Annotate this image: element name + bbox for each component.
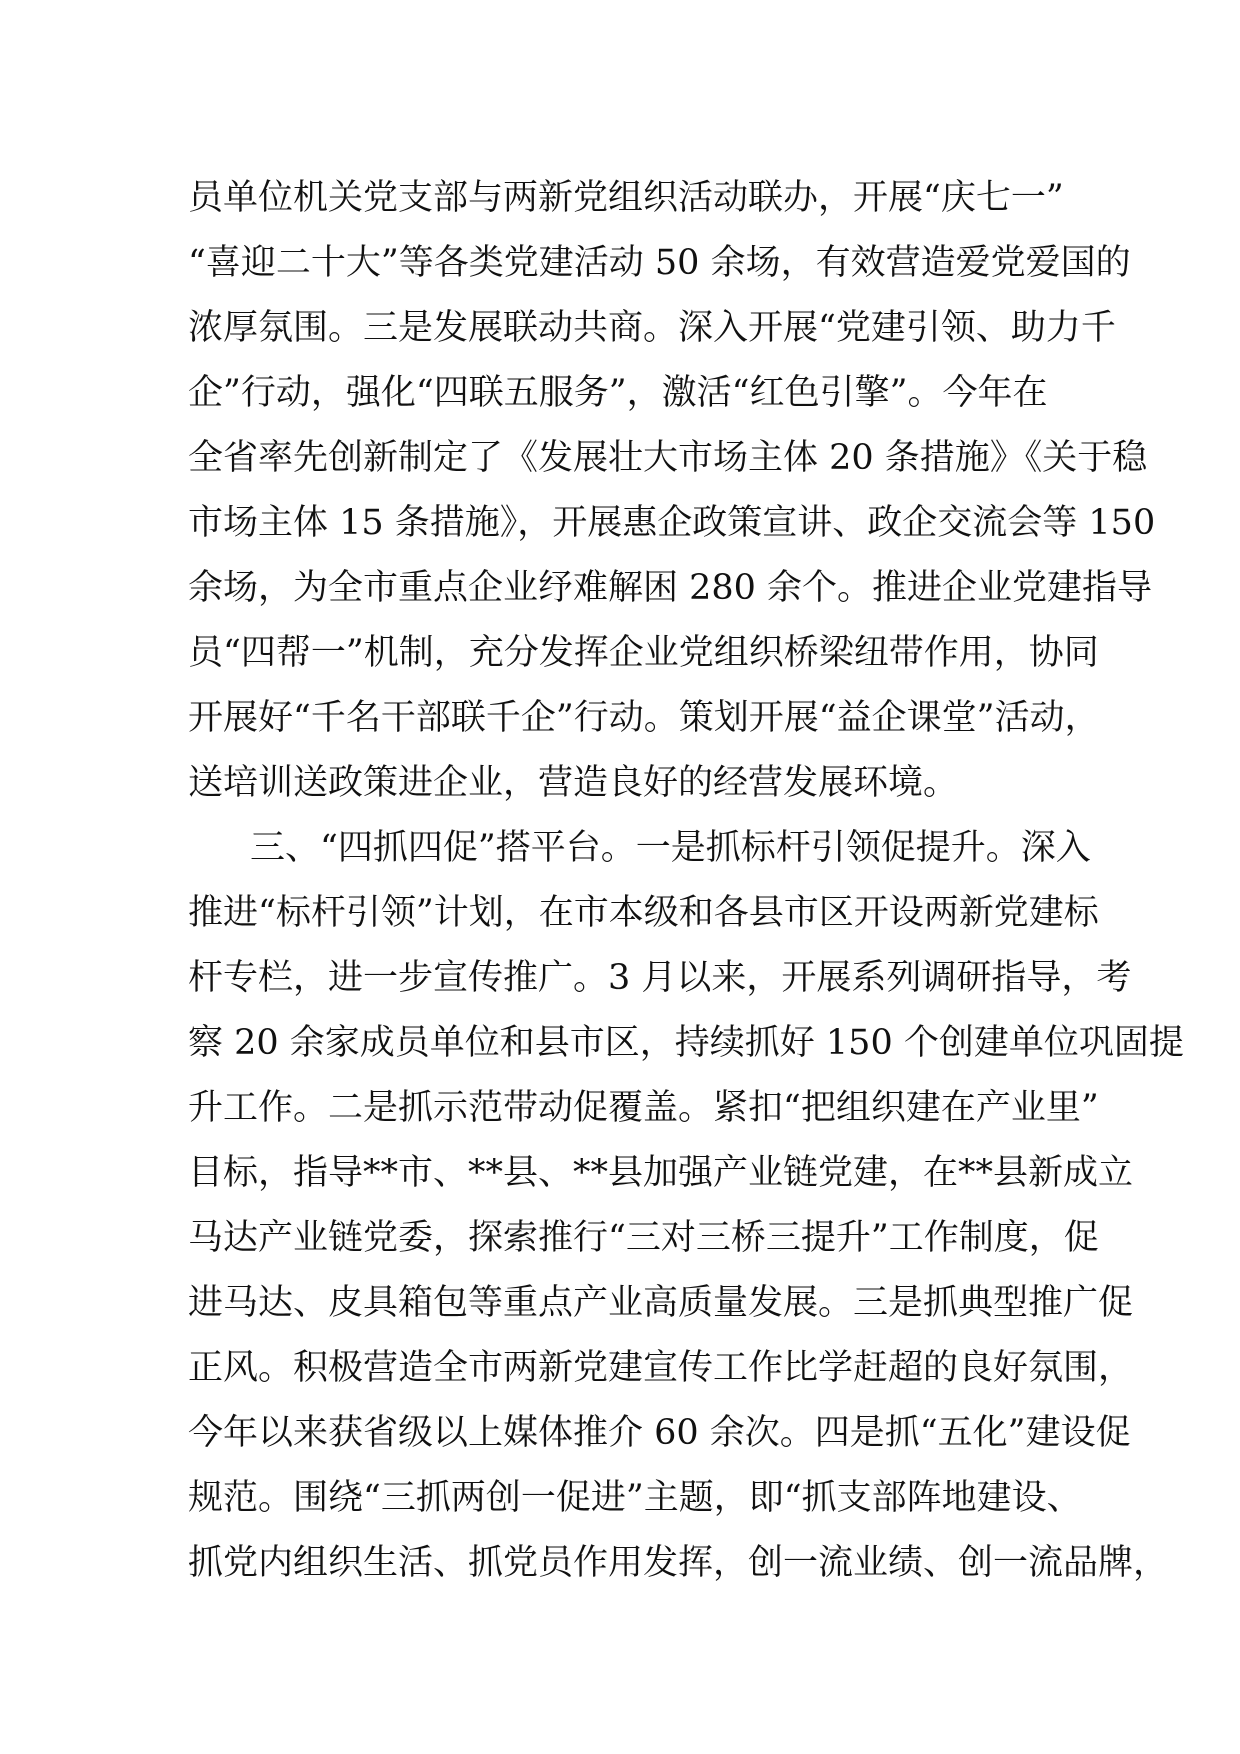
text-line: 推进“标杆引领”计划，在市本级和各县市区开设两新党建标 <box>188 893 1099 933</box>
text-line: 进马达、皮具箱包等重点产业高质量发展。三是抓典型推广促 <box>188 1283 1134 1323</box>
text-line: 马达产业链党委，探索推行“三对三桥三提升”工作制度，促 <box>188 1218 1099 1258</box>
text-line: 员“四帮一”机制，充分发挥企业党组织桥梁纽带作用，协同 <box>188 633 1099 673</box>
text-line: 全省率先创新制定了《发展壮大市场主体 20 条措施》《关于稳 <box>188 438 1148 478</box>
text-line: 正风。积极营造全市两新党建宣传工作比学赶超的良好氛围， <box>188 1348 1134 1388</box>
text-line: 察 20 余家成员单位和县市区，持续抓好 150 个创建单位巩固提 <box>188 1023 1184 1063</box>
body-text <box>188 166 1184 1596</box>
text-line: 企”行动，强化“四联五服务”，激活“红色引擎”。今年在 <box>188 373 1048 413</box>
text-line: 开展好“千名干部联千企”行动。策划开展“益企课堂”活动， <box>188 698 1100 738</box>
text-line: 市场主体 15 条措施》，开展惠企政策宣讲、政企交流会等 150 <box>188 503 1156 543</box>
text-line: 送培训送政策进企业，营造良好的经营发展环境。 <box>188 763 959 803</box>
text-line: 员单位机关党支部与两新党组织活动联办，开展“庆七一” <box>188 178 1064 218</box>
text-line: 杆专栏，进一步宣传推广。3 月以来，开展系列调研指导，考 <box>188 958 1132 998</box>
text-line: 目标，指导**市、**县、**县加强产业链党建，在**县新成立 <box>188 1153 1134 1193</box>
text-line: 今年以来获省级以上媒体推介 60 余次。四是抓“五化”建设促 <box>188 1413 1131 1453</box>
text-line: 余场，为全市重点企业纾难解困 280 余个。推进企业党建指导 <box>188 568 1153 608</box>
text-line: 升工作。二是抓示范带动促覆盖。紧扣“把组织建在产业里” <box>188 1088 1099 1128</box>
text-line: “喜迎二十大”等各类党建活动 50 余场，有效营造爱党爱国的 <box>188 243 1131 283</box>
text-line: 规范。围绕“三抓两创一促进”主题，即“抓支部阵地建设、 <box>188 1478 1082 1518</box>
text-line: 抓党内组织生活、抓党员作用发挥，创一流业绩、创一流品牌， <box>188 1543 1169 1583</box>
section-heading-line: 三、“四抓四促”搭平台。一是抓标杆引领促提升。深入 <box>250 828 1091 868</box>
text-line: 浓厚氛围。三是发展联动共商。深入开展“党建引领、助力千 <box>188 308 1116 348</box>
